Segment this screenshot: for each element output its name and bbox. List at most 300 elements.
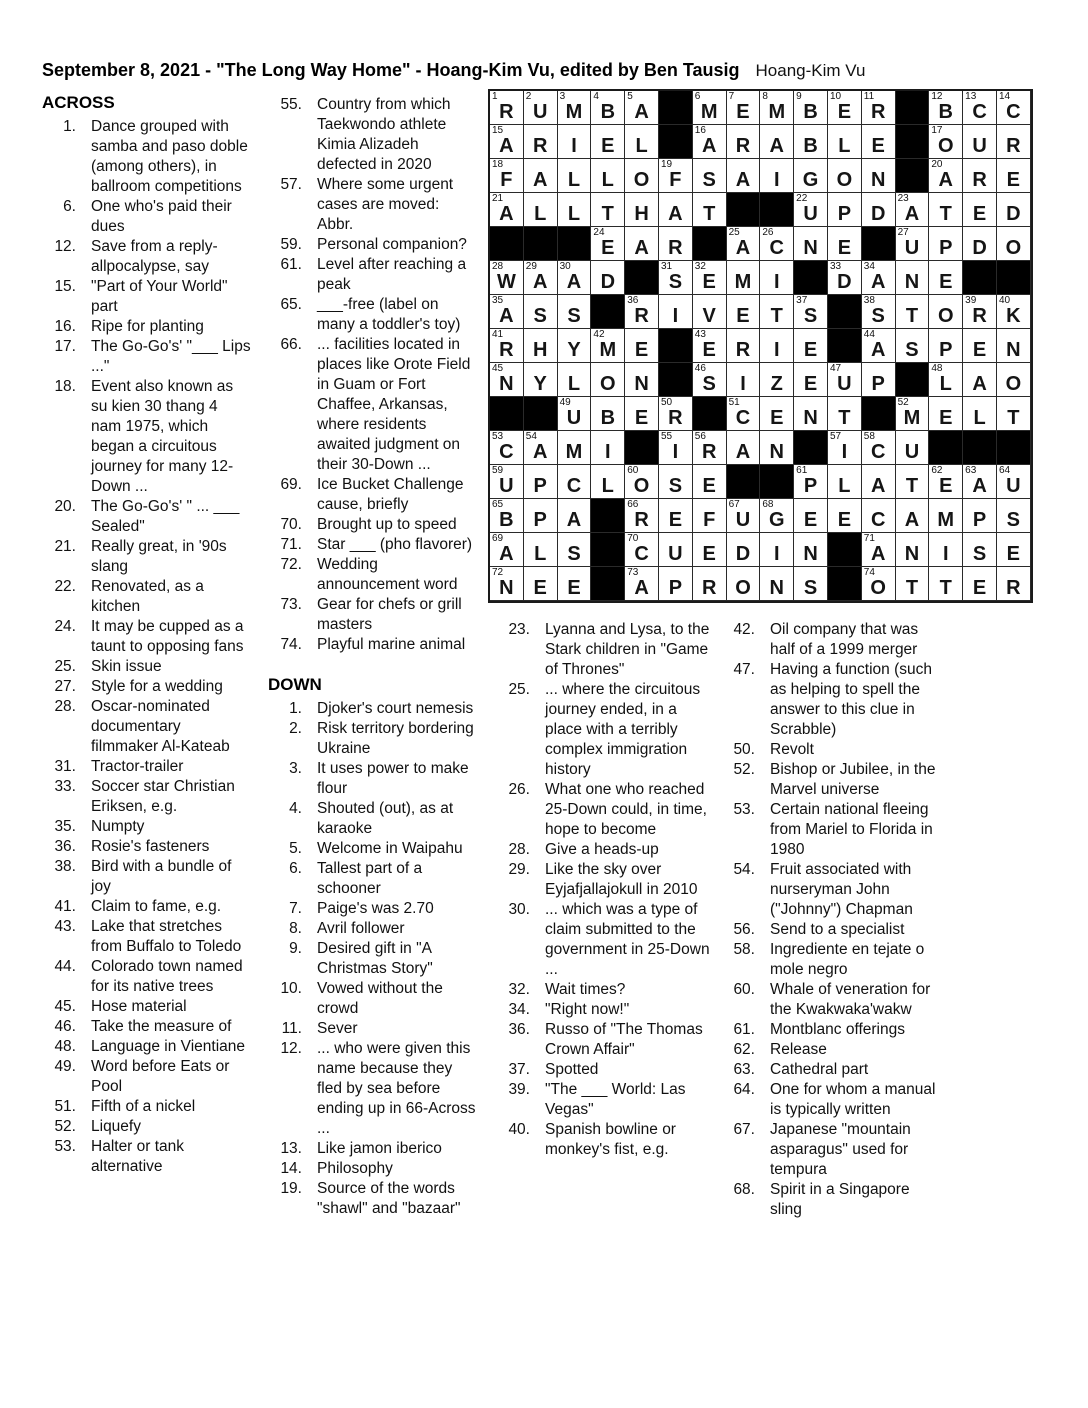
clue-number: 22. (54, 578, 76, 595)
grid-cell (794, 295, 828, 329)
grid-cell (794, 397, 828, 431)
cell-letter: E (871, 135, 885, 157)
cell-letter: A (668, 203, 683, 225)
cell-letter: E (837, 101, 852, 123)
clue-text: One for whom a manual is typically written (770, 1081, 936, 1118)
grid-cell (997, 397, 1031, 431)
clue-text: Skin issue (91, 658, 162, 675)
clue-text: Style for a wedding (91, 678, 223, 695)
clue-text: Dance grouped with samba and paso doble (among others), in ballroom competitions (91, 118, 248, 195)
grid-cell (896, 193, 930, 227)
grid-cell (558, 193, 592, 227)
grid-cell (625, 125, 659, 159)
cell-letter: B (803, 135, 818, 157)
cell-letter: B (499, 509, 514, 531)
clue-text: Wedding announcement word (317, 556, 458, 593)
clue-item (721, 1040, 961, 1060)
grid-cell (896, 329, 930, 363)
grid-cell-black (524, 227, 558, 261)
grid-cell (591, 431, 625, 465)
grid-cell (997, 567, 1031, 601)
clue-item (42, 957, 272, 997)
clue-text: Spanish bowline or monkey's fist, e.g. (545, 1121, 676, 1158)
clue-number: 70. (280, 516, 302, 533)
clue-text: Numpty (91, 818, 145, 835)
clue-text: Russo of "The Thomas Crown Affair" (545, 1021, 703, 1058)
grid-cell (963, 159, 997, 193)
clue-text: What one who reached 25-Down could, in time, hope to become (545, 781, 707, 838)
clue-text: Spirit in a Singapore sling (770, 1181, 910, 1218)
clue-number: 44. (54, 958, 76, 975)
clue-text: Tractor-trailer (91, 758, 184, 775)
clue-item (721, 800, 961, 860)
clue-item (42, 197, 272, 237)
clue-number: 34. (508, 1001, 530, 1018)
cell-number: 54 (525, 431, 537, 442)
clue-number: 62. (733, 1041, 755, 1058)
clue-text: Lyanna and Lysa, to the Stark children in "Game of Thrones" (545, 621, 710, 678)
clue-number: 43. (54, 918, 76, 935)
grid-cell (558, 295, 592, 329)
clue-item (268, 839, 482, 859)
cell-letter: E (972, 577, 987, 599)
cell-letter: O (836, 169, 853, 191)
cell-letter: O (633, 475, 650, 497)
grid-cell (896, 465, 930, 499)
grid-cell (929, 227, 963, 261)
cell-letter: S (668, 271, 683, 293)
cell-letter: I (740, 373, 746, 395)
cell-letter: A (735, 169, 751, 191)
cell-number: 23 (897, 193, 909, 204)
grid-cell (727, 533, 761, 567)
grid-cell (591, 261, 625, 295)
cell-number: 10 (829, 91, 842, 102)
cell-letter: Y (567, 339, 581, 361)
cell-letter: E (567, 577, 581, 599)
cell-letter: N (803, 237, 818, 259)
grid-cell (929, 91, 963, 125)
grid-cell (997, 329, 1031, 363)
cell-letter: R (668, 237, 683, 259)
cell-letter: A (701, 135, 717, 157)
cell-number: 12 (931, 91, 943, 102)
grid-cell-black (490, 227, 524, 261)
clue-item (42, 497, 272, 537)
clue-item (42, 317, 272, 337)
down-clues-list-1 (268, 699, 482, 1219)
cell-number: 2 (525, 91, 532, 102)
cell-letter: R (701, 441, 717, 463)
clue-text: Personal companion? (317, 236, 467, 253)
grid-cell (524, 499, 558, 533)
clue-text: Language in Vientiane (91, 1038, 245, 1055)
grid-cell (963, 329, 997, 363)
clue-item (268, 1159, 482, 1179)
clue-item (268, 555, 482, 595)
grid-cell (963, 125, 997, 159)
clue-item (42, 1117, 272, 1137)
clue-text: The Go-Go's' " ... ___ Sealed" (91, 498, 240, 535)
grid-cell-black (760, 193, 794, 227)
grid-cell (591, 193, 625, 227)
grid-cell (558, 397, 592, 431)
grid-cell (490, 261, 524, 295)
grid-cell (828, 363, 862, 397)
clue-item (268, 235, 482, 255)
clue-item (268, 475, 482, 515)
cell-letter: L (635, 135, 648, 157)
grid-cell (625, 567, 659, 601)
clue-number: 68. (733, 1181, 755, 1198)
grid-cell (794, 363, 828, 397)
grid-cell (896, 431, 930, 465)
cell-letter: D (1006, 203, 1021, 225)
grid-cell (828, 125, 862, 159)
cell-letter: E (837, 509, 852, 531)
cell-letter: N (803, 407, 818, 429)
cell-number: 17 (931, 125, 943, 136)
clue-text: Welcome in Waipahu (317, 840, 463, 857)
clue-number: 23. (508, 621, 530, 638)
cell-letter: A (972, 475, 987, 497)
clue-number: 18. (54, 378, 76, 395)
cell-letter: A (566, 271, 582, 293)
cell-number: 24 (593, 227, 605, 238)
clue-item (42, 617, 272, 657)
clue-number: 52. (733, 761, 755, 778)
clue-item (42, 537, 272, 577)
clue-number: 74. (280, 636, 302, 653)
cell-letter: Y (533, 373, 547, 395)
grid-cell (490, 499, 524, 533)
cell-letter: D (735, 543, 751, 565)
clue-number: 72. (280, 556, 302, 573)
clue-text: ___-free (label on many a toddler's toy) (317, 296, 461, 333)
clue-text: Djoker's court nemesis (317, 700, 474, 717)
clue-number: 9. (289, 940, 302, 957)
cell-number: 73 (627, 567, 639, 578)
grid-cell (760, 363, 794, 397)
grid-cell (558, 465, 592, 499)
author-byline: Hoang-Kim Vu (755, 61, 866, 80)
clue-item (42, 1017, 272, 1037)
cell-number: 33 (829, 261, 842, 272)
clue-text: Lake that stretches from Buffalo to Toledo (91, 918, 242, 955)
grid-cell (591, 465, 625, 499)
cell-letter: C (566, 475, 582, 497)
clue-number: 16. (54, 318, 76, 335)
clue-text: Spotted (545, 1061, 599, 1078)
down-clues-list-3 (721, 620, 961, 1220)
clue-text: Level after reaching a peak (317, 256, 467, 293)
grid-cell (862, 295, 896, 329)
cell-letter: A (499, 203, 514, 225)
clue-text: Japanese "mountain asparagus" used for tempura (770, 1121, 911, 1178)
grid-cell (929, 295, 963, 329)
cell-letter: B (600, 407, 616, 429)
grid-cell (659, 295, 693, 329)
cell-letter: T (703, 203, 716, 225)
grid-cell-black (997, 261, 1031, 295)
clue-text: Ripe for planting (91, 318, 204, 335)
clue-number: 58. (733, 941, 755, 958)
grid-cell (524, 125, 558, 159)
cell-letter: A (634, 577, 649, 599)
grid-cell (896, 295, 930, 329)
clue-item (42, 377, 272, 497)
cell-number: 38 (863, 295, 875, 306)
clue-number: 36. (54, 838, 76, 855)
cell-letter: O (1005, 373, 1022, 395)
grid-cell (524, 567, 558, 601)
clue-number: 46. (54, 1018, 76, 1035)
grid-cell (693, 193, 727, 227)
grid-cell (794, 533, 828, 567)
grid-cell (963, 465, 997, 499)
clue-text: Shouted (out), as at karaoke (317, 800, 454, 837)
clue-text: Claim to fame, e.g. (91, 898, 222, 915)
cell-number: 20 (931, 159, 943, 170)
clue-text: Colorado town named for its native trees (91, 958, 243, 995)
clue-text: Word before Eats or Pool (91, 1058, 230, 1095)
cell-letter: E (601, 237, 615, 259)
cell-letter: U (904, 441, 920, 463)
cell-number: 1 (492, 91, 498, 102)
cell-letter: I (841, 441, 848, 463)
clue-number: 2. (289, 720, 302, 737)
cell-number: 18 (492, 159, 504, 170)
cell-letter: O (633, 169, 650, 191)
cell-letter: L (973, 407, 986, 429)
cell-letter: P (533, 475, 547, 497)
clue-item (496, 860, 722, 900)
clue-number: 10. (280, 980, 302, 997)
grid-cell (896, 567, 930, 601)
grid-cell (929, 567, 963, 601)
grid-cell-black (929, 431, 963, 465)
cell-letter: U (668, 543, 683, 565)
cell-number: 26 (762, 227, 774, 238)
cell-number: 58 (863, 431, 875, 442)
grid-cell (760, 295, 794, 329)
cell-letter: G (802, 169, 819, 191)
clue-item (268, 919, 482, 939)
cell-letter: S (702, 169, 716, 191)
cell-number: 6 (694, 91, 701, 102)
grid-cell (558, 431, 592, 465)
cell-letter: L (567, 373, 581, 395)
cell-number: 16 (694, 125, 706, 136)
cell-letter: S (1006, 509, 1021, 531)
grid-cell (929, 397, 963, 431)
cell-number: 9 (796, 91, 802, 102)
clue-number: 51. (54, 1098, 76, 1115)
grid-cell (625, 465, 659, 499)
clue-item (42, 757, 272, 777)
grid-cell (997, 227, 1031, 261)
cell-letter: A (904, 509, 920, 531)
cell-letter: I (571, 135, 577, 157)
grid-cell (760, 567, 794, 601)
grid-cell (591, 159, 625, 193)
clue-text: Bird with a bundle of joy (91, 858, 232, 895)
grid-cell (862, 125, 896, 159)
cell-letter: T (770, 305, 783, 327)
cell-letter: G (768, 509, 785, 531)
cell-letter: T (601, 203, 614, 225)
clue-text: Release (770, 1041, 827, 1058)
grid-cell (558, 159, 592, 193)
cell-letter: U (803, 203, 818, 225)
clue-number: 31. (54, 758, 76, 775)
cell-number: 41 (492, 329, 504, 340)
cell-number: 3 (559, 91, 566, 102)
grid-cell-black (693, 227, 727, 261)
grid-cell (862, 363, 896, 397)
clue-text: Soccer star Christian Eriksen, e.g. (91, 778, 235, 815)
clue-item (42, 657, 272, 677)
cell-letter: H (532, 339, 548, 361)
cell-letter: M (734, 271, 752, 293)
cell-letter: P (668, 577, 683, 599)
grid-cell (862, 193, 896, 227)
cell-letter: I (773, 169, 780, 191)
cell-letter: T (939, 203, 952, 225)
clue-text: ... which was a type of claim submitted to the government in 25-Down ... (545, 901, 710, 978)
cell-letter: E (601, 135, 615, 157)
clue-item (268, 595, 482, 635)
clue-text: Halter or tank alternative (91, 1138, 185, 1175)
clue-text: Vowed without the crowd (317, 980, 443, 1017)
cell-number: 31 (660, 261, 673, 272)
grid-cell (558, 329, 592, 363)
clue-number: 66. (280, 336, 302, 353)
grid-cell (490, 91, 524, 125)
grid-cell (490, 329, 524, 363)
cell-letter: O (937, 305, 954, 327)
cell-letter: I (605, 441, 611, 463)
clue-text: Cathedral part (770, 1061, 869, 1078)
cell-letter: C (769, 237, 784, 259)
grid-cell (760, 227, 794, 261)
grid-cell (727, 261, 761, 295)
cell-letter: N (1006, 339, 1021, 361)
grid-cell-black (490, 397, 524, 431)
cell-number: 69 (492, 533, 504, 544)
cell-letter: E (634, 407, 649, 429)
clue-text: Fifth of a nickel (91, 1098, 196, 1115)
cell-number: 64 (998, 465, 1011, 476)
cell-letter: U (972, 135, 987, 157)
grid-cell (727, 295, 761, 329)
cell-number: 70 (627, 533, 639, 544)
grid-cell (524, 431, 558, 465)
clue-number: 48. (54, 1038, 76, 1055)
grid-cell (625, 227, 659, 261)
clue-number: 4. (289, 800, 302, 817)
clue-text: Give a heads-up (545, 841, 659, 858)
grid-cell-black (727, 465, 761, 499)
grid-cell (490, 533, 524, 567)
clue-item (721, 760, 961, 800)
clue-number: 11. (281, 1020, 302, 1037)
grid-cell (524, 193, 558, 227)
cell-letter: N (904, 271, 920, 293)
grid-cell-black (591, 567, 625, 601)
cell-letter: E (1006, 169, 1021, 191)
grid-cell (896, 261, 930, 295)
cell-letter: A (735, 237, 751, 259)
grid-cell (727, 159, 761, 193)
grid-cell (794, 227, 828, 261)
cell-letter: V (702, 305, 716, 327)
clue-number: 47. (733, 661, 755, 678)
cell-letter: S (803, 305, 818, 327)
grid-cell (963, 295, 997, 329)
grid-cell-black (896, 159, 930, 193)
cell-letter: A (499, 305, 514, 327)
cell-letter: E (803, 339, 818, 361)
clue-number: 33. (54, 778, 76, 795)
grid-cell-black (963, 261, 997, 295)
cell-letter: P (939, 339, 953, 361)
clue-number: 41. (54, 898, 76, 915)
grid-cell (997, 363, 1031, 397)
clue-item (42, 677, 272, 697)
grid-cell (862, 533, 896, 567)
cell-letter: U (904, 237, 920, 259)
grid-cell (693, 91, 727, 125)
grid-cell (490, 363, 524, 397)
cell-letter: E (939, 475, 953, 497)
clue-text: Tallest part of a schooner (317, 860, 423, 897)
clue-item (42, 917, 272, 957)
clue-item (268, 1019, 482, 1039)
grid-cell (625, 159, 659, 193)
clue-number: 6. (63, 198, 76, 215)
grid-cell (693, 533, 727, 567)
cell-letter: S (533, 305, 547, 327)
clue-text: Oscar-nominated documentary filmmaker Al-Kateab (91, 698, 230, 755)
cell-letter: A (904, 203, 920, 225)
cell-number: 40 (998, 295, 1011, 306)
grid-cell (794, 159, 828, 193)
grid-cell (896, 499, 930, 533)
clue-item (268, 1039, 482, 1139)
clue-item (268, 699, 482, 719)
grid-cell-black (896, 91, 930, 125)
grid-cell (727, 499, 761, 533)
cell-letter: R (870, 101, 886, 123)
clue-number: 24. (54, 618, 76, 635)
clue-text: Event also known as su kien 30 thang 4 nam 1975, which began a circuitous journey for many 12-Down ... (91, 378, 234, 495)
clue-text: Oil company that was half of a 1999 merger (770, 621, 919, 658)
clue-text: Ice Bucket Challenge cause, briefly (317, 476, 464, 513)
clue-text: Renovated, as a kitchen (91, 578, 204, 615)
grid-cell (490, 567, 524, 601)
grid-cell (490, 159, 524, 193)
grid-cell (490, 431, 524, 465)
grid-cell (828, 465, 862, 499)
cell-letter: L (534, 543, 547, 565)
clue-item (42, 897, 272, 917)
cell-number: 5 (627, 91, 633, 102)
grid-cell-black (659, 125, 693, 159)
cell-number: 30 (559, 261, 571, 272)
grid-cell (997, 125, 1031, 159)
cell-letter: A (532, 271, 548, 293)
